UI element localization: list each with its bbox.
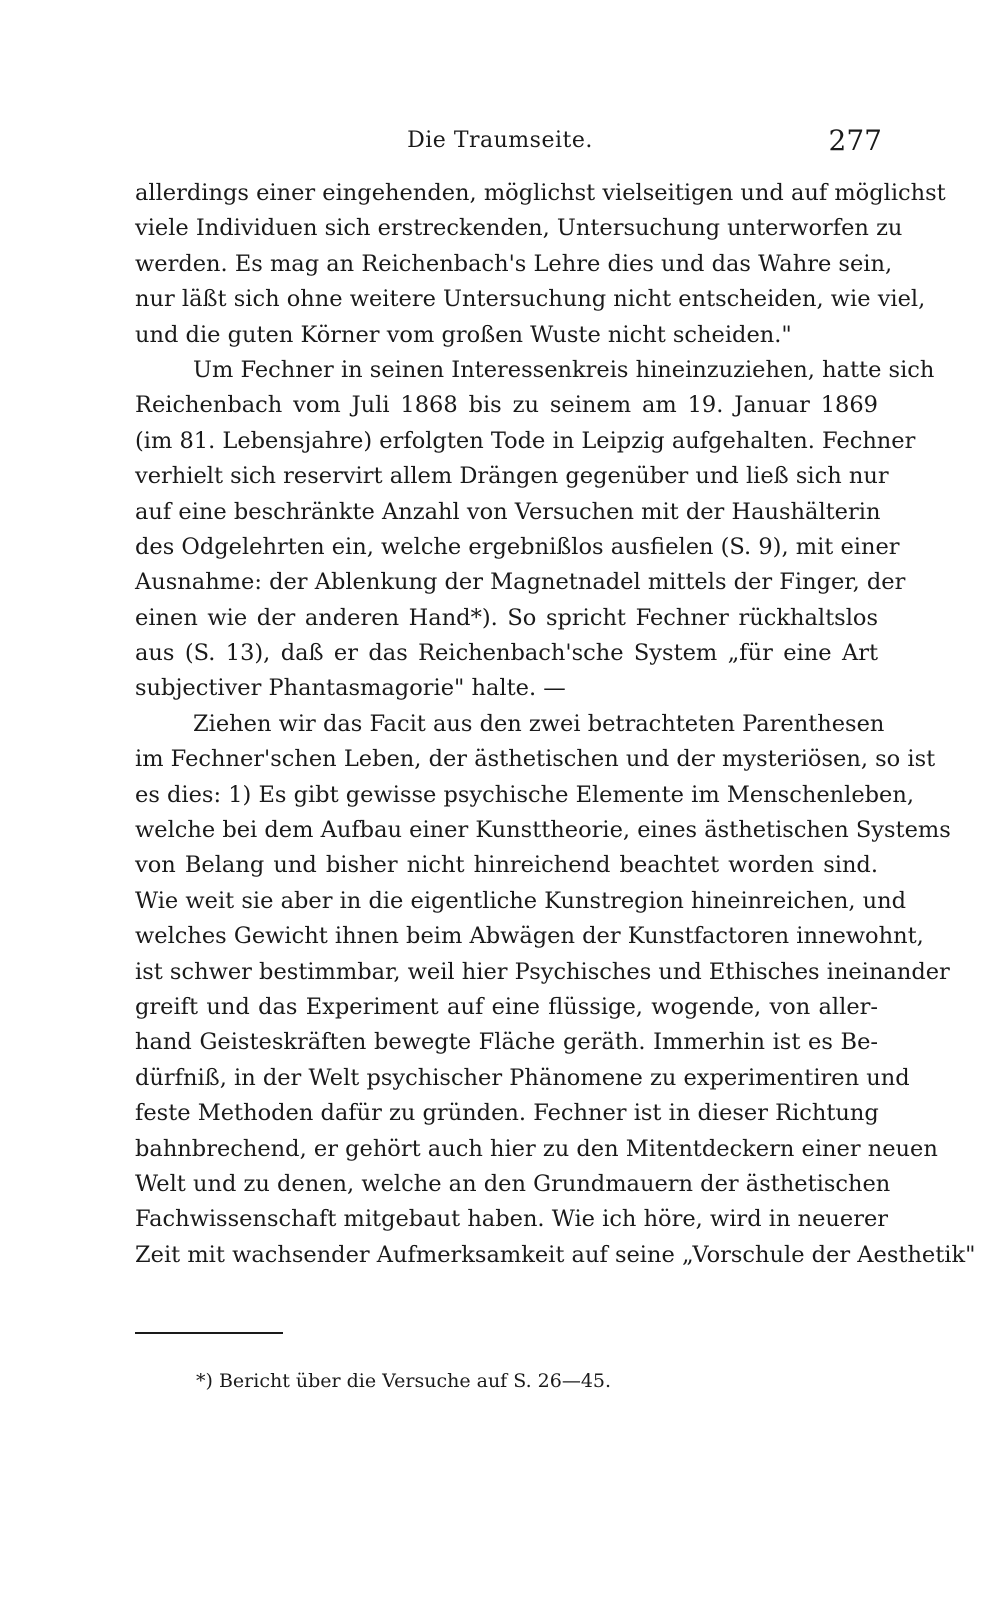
text-line: ist schwer bestimmbar, weil hier Psychisches und Ethisches ineinander (135, 958, 950, 985)
text-line: (im 81. Lebensjahre) erfolgten Tode in Leipzig aufgehalten. Fechner (135, 427, 916, 454)
text-line: dürfniß, in der Welt psychischer Phänomene zu experimentiren und (135, 1064, 910, 1091)
text-line: einen wie der anderen Hand*). So spricht Fechner rückhaltslos (135, 604, 878, 631)
footnote-divider (135, 1332, 283, 1334)
text-line: Fachwissenschaft mitgebaut haben. Wie ich höre, wird in neuerer (135, 1206, 889, 1233)
text-line: verhielt sich reservirt allem Drängen gegenüber und ließ sich nur (135, 463, 889, 490)
text-line: allerdings einer eingehenden, möglichst vielseitigen und auf möglichst (135, 180, 946, 206)
text-line: Welt und zu denen, welche an den Grundmauern der ästhetischen (135, 1170, 891, 1197)
text-line: Wie weit sie aber in die eigentliche Kunstregion hineinreichen, und (135, 887, 907, 914)
text-line: Ausnahme: der Ablenkung der Magnetnadel mittels der Finger, der (135, 569, 906, 596)
text-line: Um Fechner in seinen Interessenkreis hineinzuziehen, hatte sich (193, 356, 935, 383)
text-line: auf eine beschränkte Anzahl von Versuchen mit der Haushälterin (135, 498, 881, 525)
text-line: es dies: 1) Es gibt gewisse psychische Elemente im Menschenleben, (135, 781, 914, 808)
text-line: welches Gewicht ihnen beim Abwägen der Kunstfactoren innewohnt, (135, 923, 924, 950)
page-number: 277 (828, 124, 882, 157)
text-line: aus (S. 13), daß er das Reichenbach'sche System „für eine Art (135, 640, 878, 667)
text-line: greift und das Experiment auf eine flüssige, wogende, von aller- (135, 993, 878, 1020)
text-line: feste Methoden dafür zu gründen. Fechner ist in dieser Richtung (135, 1100, 879, 1127)
text-line: Reichenbach vom Juli 1868 bis zu seinem am 19. Januar 1869 (135, 392, 878, 419)
text-line: des Odgelehrten ein, welche ergebnißlos ausfielen (S. 9), mit einer (135, 533, 900, 560)
text-line: bahnbrechend, er gehört auch hier zu den Mitentdeckern einer neuen (135, 1135, 938, 1162)
text-line: viele Individuen sich erstreckenden, Untersuchung unterworfen zu (135, 215, 903, 242)
text-line: Ziehen wir das Facit aus den zwei betrachteten Parenthesen (193, 710, 885, 737)
footnote: *) Bericht über die Versuche auf S. 26—45. (196, 1370, 612, 1392)
text-line: subjectiver Phantasmagorie" halte. — (135, 675, 566, 702)
text-line: Zeit mit wachsender Aufmerksamkeit auf seine „Vorschule der Aesthetik" (135, 1241, 976, 1268)
body-text (135, 176, 976, 1273)
text-line: hand Geisteskräften bewegte Fläche geräth. Immerhin ist es Be- (135, 1029, 878, 1056)
text-line: nur läßt sich ohne weitere Untersuchung nicht entscheiden, wie viel, (135, 286, 926, 313)
running-title: Die Traumseite. (407, 128, 593, 153)
text-line: und die guten Körner vom großen Wuste nicht scheiden." (135, 321, 792, 348)
text-line: im Fechner'schen Leben, der ästhetischen und der mysteriösen, so ist (135, 746, 936, 773)
text-line: welche bei dem Aufbau einer Kunsttheorie, eines ästhetischen Systems (135, 817, 951, 844)
text-line: von Belang und bisher nicht hinreichend beachtet worden sind. (135, 852, 878, 879)
text-line: werden. Es mag an Reichenbach's Lehre dies und das Wahre sein, (135, 250, 893, 277)
